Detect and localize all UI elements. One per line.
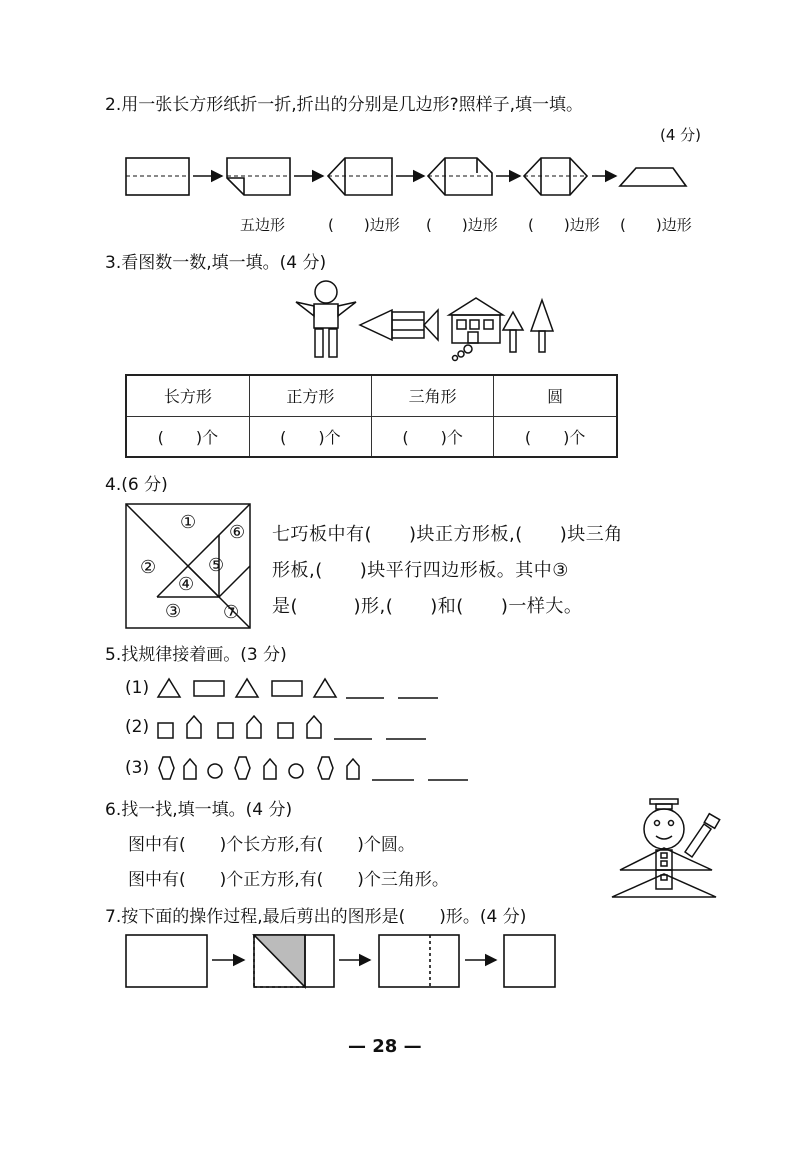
q4-piece-3: ③ <box>165 601 182 622</box>
q5-title: 5.找规律接着画。(3 分) <box>105 645 287 665</box>
q3-header-square: 正方形 <box>249 375 371 416</box>
q3-answer-circle[interactable]: ( )个 <box>494 416 617 457</box>
q2-label-2: ( )边形 <box>328 216 400 234</box>
q4-text-line2: 形板,( )块平行四边形板。其中③ <box>272 560 569 581</box>
q3-header-triangle: 三角形 <box>371 375 493 416</box>
q2-label-3: ( )边形 <box>426 216 498 234</box>
q3-answer-triangle[interactable]: ( )个 <box>371 416 493 457</box>
q2-score: (4 分) <box>660 126 702 144</box>
q5-row1-label: (1) <box>125 678 150 698</box>
q4-text-line1: 七巧板中有( )块正方形板,( )块三角 <box>272 524 623 545</box>
q6-title: 6.找一找,填一填。(4 分) <box>105 800 293 820</box>
q7-title: 7.按下面的操作过程,最后剪出的图形是( )形。(4 分) <box>105 907 527 927</box>
q3-header-rect: 长方形 <box>126 375 249 416</box>
q3-answer-square[interactable]: ( )个 <box>249 416 371 457</box>
q4-title: 4.(6 分) <box>105 475 168 495</box>
q2-label-4: ( )边形 <box>528 216 600 234</box>
q4-piece-1: ① <box>180 512 197 533</box>
q2-title: 2.用一张长方形纸折一折,折出的分别是几边形?照样子,填一填。 <box>105 95 584 115</box>
q3-title: 3.看图数一数,填一填。(4 分) <box>105 253 327 273</box>
q6-line2: 图中有( )个正方形,有( )个三角形。 <box>128 870 449 890</box>
q4-text-line3: 是( )形,( )和( )一样大。 <box>272 596 583 617</box>
q2-label-5: ( )边形 <box>620 216 692 234</box>
q5-row3-label: (3) <box>125 758 150 778</box>
q4-piece-2: ② <box>140 557 157 578</box>
q3-header-circle: 圆 <box>494 375 617 416</box>
q4-piece-6: ⑥ <box>229 522 246 543</box>
q4-piece-7: ⑦ <box>223 602 240 623</box>
q3-answer-rect[interactable]: ( )个 <box>126 416 249 457</box>
q4-piece-4: ④ <box>178 574 195 595</box>
page-number: — 28 — <box>348 1036 422 1057</box>
q5-row2-label: (2) <box>125 717 150 737</box>
q2-label-1: 五边形 <box>240 216 286 234</box>
q6-line1: 图中有( )个长方形,有( )个圆。 <box>128 835 415 855</box>
q4-piece-5: ⑤ <box>208 555 225 576</box>
